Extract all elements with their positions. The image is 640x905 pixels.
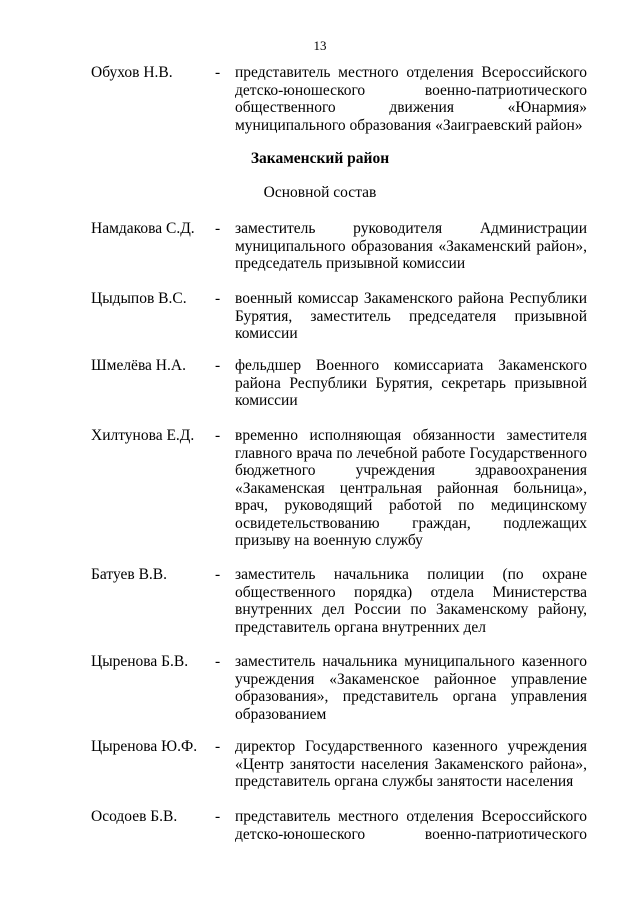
member-position: заместитель руководителя Администрации муниципального образования «Закаменский район», председатель призывной комиссии (235, 220, 587, 272)
member-name: Намдакова С.Д. (91, 220, 195, 237)
separator-dash: - (215, 290, 221, 307)
member-entry (91, 220, 587, 273)
member-name: Цыренова Ю.Ф. (91, 738, 198, 755)
member-position: представитель местного отделения Всероссийского детско-юношеского военно-патриотического общественного движения «Юнармия» муниципального образования «Заиграевский район» (235, 64, 587, 134)
page-number: 13 (313, 38, 327, 53)
member-entry (91, 357, 587, 410)
member-position: фельдшер Военного комиссариата Закаменского района Республики Бурятия, секретарь призывной комиссии (235, 357, 587, 409)
member-entry (91, 738, 587, 791)
member-entry (91, 808, 587, 843)
member-name: Цыдыпов В.С. (91, 290, 187, 307)
district-title: Закаменский район (250, 150, 390, 167)
separator-dash: - (215, 64, 221, 81)
member-name: Шмелёва Н.А. (91, 357, 186, 374)
separator-dash: - (215, 357, 221, 374)
separator-dash: - (215, 653, 221, 670)
member-position: представитель местного отделения Всероссийского детско-юношеского военно-патриотического (235, 808, 587, 843)
member-name: Батуев В.В. (91, 566, 167, 583)
member-entry (91, 427, 587, 550)
separator-dash: - (215, 427, 221, 444)
member-entry (91, 290, 587, 343)
separator-dash: - (215, 220, 221, 237)
member-name: Хилтунова Е.Д. (91, 427, 195, 444)
member-entry (91, 64, 587, 134)
member-entry (91, 653, 587, 723)
member-name: Осодоев Б.В. (91, 808, 178, 825)
member-position: военный комиссар Закаменского района Республики Бурятия, заместитель председателя призывной комиссии (235, 290, 587, 342)
member-position: заместитель начальника муниципального казенного учреждения «Закаменское районное управление образования», представитель органа управления образованием (235, 653, 587, 723)
member-entry (91, 566, 587, 636)
separator-dash: - (215, 566, 221, 583)
member-name: Цыренова Б.В. (91, 653, 189, 670)
member-name: Обухов Н.В. (91, 64, 173, 81)
separator-dash: - (215, 738, 221, 755)
member-position: директор Государственного казенного учреждения «Центр занятости населения Закаменского района», представитель органа службы занятости населения (235, 738, 587, 790)
separator-dash: - (215, 808, 221, 825)
section-title: Основной состав (263, 184, 377, 201)
member-position: заместитель начальника полиции (по охране общественного порядка) отдела Министерства внутренних дел России по Закаменскому району, представитель органа внутренних дел (235, 566, 587, 636)
member-position: временно исполняющая обязанности заместителя главного врача по лечебной работе Государственного бюджетного учреждения здравоохранения «Закаменская центральная районная больница», врач, руководящий работой по медицинскому освидетельствованию граждан, подлежащих призыву на военную службу (235, 427, 587, 549)
